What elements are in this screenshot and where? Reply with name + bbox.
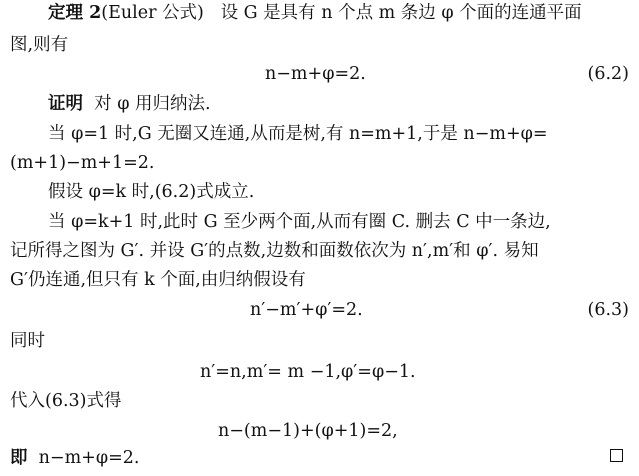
conclusion-label: 即 <box>10 448 28 468</box>
substitute-label: 代入(6.3)式得 <box>10 391 122 411</box>
qed-square-icon <box>610 449 623 462</box>
step-line-3: G′仍连通,但只有 k 个面,由归纳假设有 <box>10 270 306 290</box>
proof-label: 证明 <box>48 94 83 114</box>
theorem-statement: 设 G 是具有 n 个点 m 条边 φ 个面的连通平面 <box>220 3 582 23</box>
equation-number-6-3: (6.3) <box>587 300 629 320</box>
step-line-1: 当 φ=k+1 时,此时 G 至少两个面,从而有圈 C. 删去 C 中一条边, <box>48 212 551 232</box>
equation-6-3: n′−m′+φ′=2. <box>250 300 363 320</box>
hypothesis-line: 假设 φ=k 时,(6.2)式成立. <box>48 182 255 202</box>
theorem-label: 定理 2 <box>48 3 102 23</box>
proof-intro: 对 φ 用归纳法. <box>94 94 211 114</box>
theorem-line-1 <box>48 5 582 23</box>
proof-intro-line <box>48 96 211 114</box>
conclusion-line <box>10 450 139 468</box>
step-line-2: 记所得之图为 G′. 并设 G′的点数,边数和面数依次为 n′,m′和 φ′. 易知 <box>10 241 539 261</box>
theorem-line-2: 图,则有 <box>10 35 69 55</box>
conclusion-formula: n−m+φ=2. <box>38 448 140 468</box>
equation-number-6-2: (6.2) <box>587 64 629 84</box>
theorem-name: (Euler 公式) <box>101 3 204 23</box>
meanwhile-label: 同时 <box>10 331 45 351</box>
equation-6-2: n−m+φ=2. <box>265 64 366 84</box>
base-case-line-1: 当 φ=1 时,G 无圈又连通,从而是树,有 n=m+1,于是 n−m+φ= <box>48 124 548 144</box>
relation-equation: n′=n,m′= m −1,φ′=φ−1. <box>200 362 416 382</box>
substituted-equation: n−(m−1)+(φ+1)=2, <box>218 421 398 441</box>
base-case-line-2: (m+1)−m+1=2. <box>10 153 155 173</box>
